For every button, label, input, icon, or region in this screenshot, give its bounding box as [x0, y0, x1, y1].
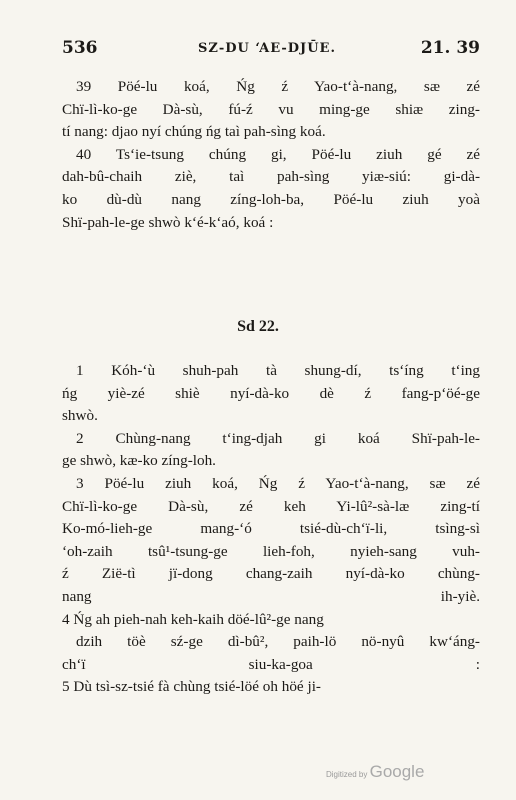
text-line: nang ih-yiè.	[62, 587, 480, 605]
text-line: 3 Pöé-lu ziuh koá, Ńg ź Yao-t‘à-nang, sæ zé	[76, 474, 480, 492]
text-line: 2 Chùng-nang t‘ing-djah gi koá Shï-pah-le-	[76, 429, 480, 447]
text-line: ko dù-dù nang zíng-loh-ba, Pöé-lu ziuh yoà	[62, 190, 480, 208]
text-line: shwò.	[62, 407, 98, 425]
text-line: ńg yiè-zé shiè nyí-dà-ko dè ź fang-p‘öé-ge	[62, 384, 480, 402]
chapter-heading: Sd 22.	[237, 318, 279, 335]
digitized-watermark	[326, 762, 424, 782]
text-line: ź Zië-tì jï-dong chang-zaih nyí-dà-ko chùng-	[62, 565, 480, 583]
text-line: Shï-pah-le-ge shwò k‘é-k‘aó, koá :	[62, 213, 274, 231]
text-line: ‘oh-zaih tsû¹-tsung-ge lieh-foh, nyieh-sang vuh-	[62, 542, 480, 560]
text-line: 4 Ńg ah pieh-nah keh-kaih döé-lû²-ge nang	[62, 610, 324, 628]
watermark-brand: Google	[369, 762, 425, 781]
text-line: 1 Kóh-‘ù shuh-pah tà shung-dí, ts‘íng t‘ing	[76, 362, 480, 379]
text-line: 39 Pöé-lu koá, Ńg ź Yao-t‘à-nang, sæ zé	[76, 78, 480, 95]
chapter-verse-ref: 21. 39	[420, 38, 480, 58]
page-number: 536	[62, 38, 98, 58]
running-header	[62, 38, 480, 64]
text-line: ch‘ï siu-ka-goa :	[62, 655, 480, 673]
running-title: SZ-DU ‘AE-DJŪE.	[198, 41, 336, 56]
text-line: Chï-lì-ko-ge Dà-sù, zé keh Yi-lû²-sà-læ zing-tí	[62, 497, 480, 515]
watermark-prefix: Digitized by	[326, 770, 368, 779]
text-line: 40 Ts‘ie-tsung chúng gi, Pöé-lu ziuh gé zé	[76, 145, 480, 163]
text-line: dah-bû-chaih ziè, taì pah-sìng yiæ-siú: gi-dà-	[62, 168, 480, 186]
chapter-verses	[62, 360, 480, 722]
text-line: 5 Dù tsì-sz-tsié fà chùng tsié-löé oh höé ji-	[62, 678, 321, 696]
text-line: Ko-mó-lieh-ge mang-‘ó tsié-dù-ch‘ï-li, tsìng-sì	[62, 520, 480, 538]
text-line: dzih töè sź-ge dì-bû², paih-lö nö-nyû kw‘áng-	[76, 633, 480, 651]
text-line: tí nang: djao nyí chúng ńg taì pah-sìng koá.	[62, 123, 326, 141]
text-line: ge shwò, kæ-ko zíng-loh.	[62, 452, 216, 470]
text-line	[62, 699, 480, 722]
top-verses	[62, 76, 480, 234]
text-line: Chï-lì-ko-ge Dà-sù, fú-ź vu ming-ge shiæ zing-	[62, 100, 480, 118]
